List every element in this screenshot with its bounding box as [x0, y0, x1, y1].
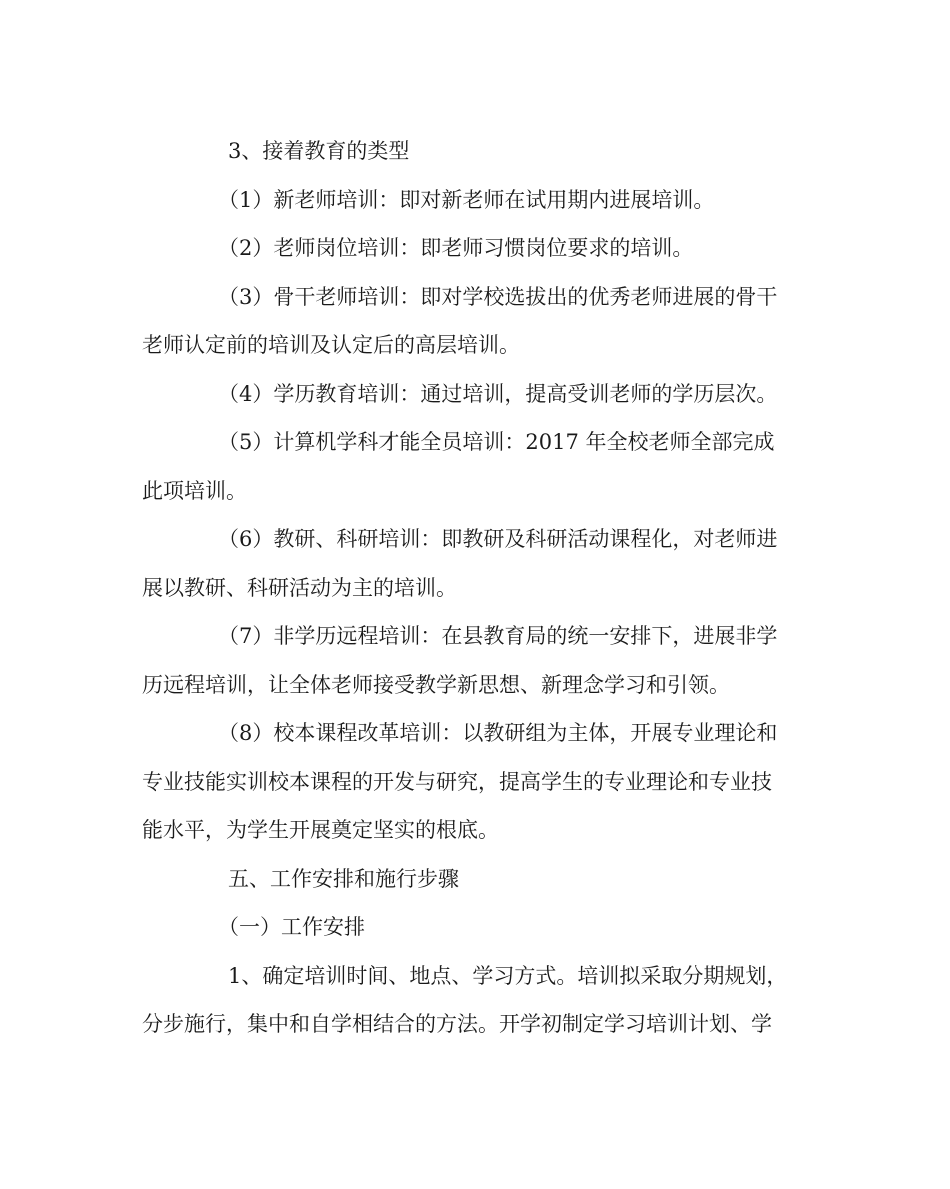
paragraph-line: （2）老师岗位培训：即老师习惯岗位要求的培训。 — [218, 236, 694, 260]
paragraph-line: 此项培训。 — [142, 478, 247, 503]
paragraph-line: 1、确定培训时间、地点、学习方式。培训拟采取分期规划， — [228, 963, 788, 988]
section-heading: 五、工作安排和施行步骤 — [228, 866, 459, 891]
document-body — [142, 127, 808, 1049]
paragraph-line: 专业技能实训校本课程的开发与研究，提高学生的专业理论和专业技 — [142, 769, 772, 794]
subsection-heading: （一）工作安排 — [218, 915, 365, 939]
paragraph-line: 分步施行，集中和自学相结合的方法。开学初制定学习培训计划、学 — [142, 1012, 772, 1036]
section-heading: 3、接着教育的类型 — [228, 139, 410, 163]
paragraph-line: （8）校本课程改革培训：以教研组为主体，开展专业理论和 — [218, 721, 778, 745]
paragraph-line: 老师认定前的培训及认定后的高层培训。 — [142, 333, 520, 357]
paragraph-line: （5）计算机学科才能全员培训：2017 年全校老师全部完成 — [218, 430, 775, 454]
paragraph-line: （6）教研、科研培训：即教研及科研活动课程化，对老师进 — [218, 527, 778, 551]
paragraph-line: 历远程培训，让全体老师接受教学新思想、新理念学习和引领。 — [142, 672, 730, 697]
paragraph-line: 展以教研、科研活动为主的培训。 — [142, 575, 457, 600]
paragraph-line: （4）学历教育培训：通过培训，提高受训老师的学历层次。 — [218, 381, 778, 406]
paragraph-line: （1）新老师培训：即对新老师在试用期内进展培训。 — [218, 187, 715, 212]
paragraph-line: 能水平，为学生开展奠定坚实的根底。 — [142, 818, 499, 842]
paragraph-line: （7）非学历远程培训：在县教育局的统一安排下，进展非学 — [218, 624, 778, 648]
paragraph-line: （3）骨干老师培训：即对学校选拔出的优秀老师进展的骨干 — [218, 284, 778, 309]
